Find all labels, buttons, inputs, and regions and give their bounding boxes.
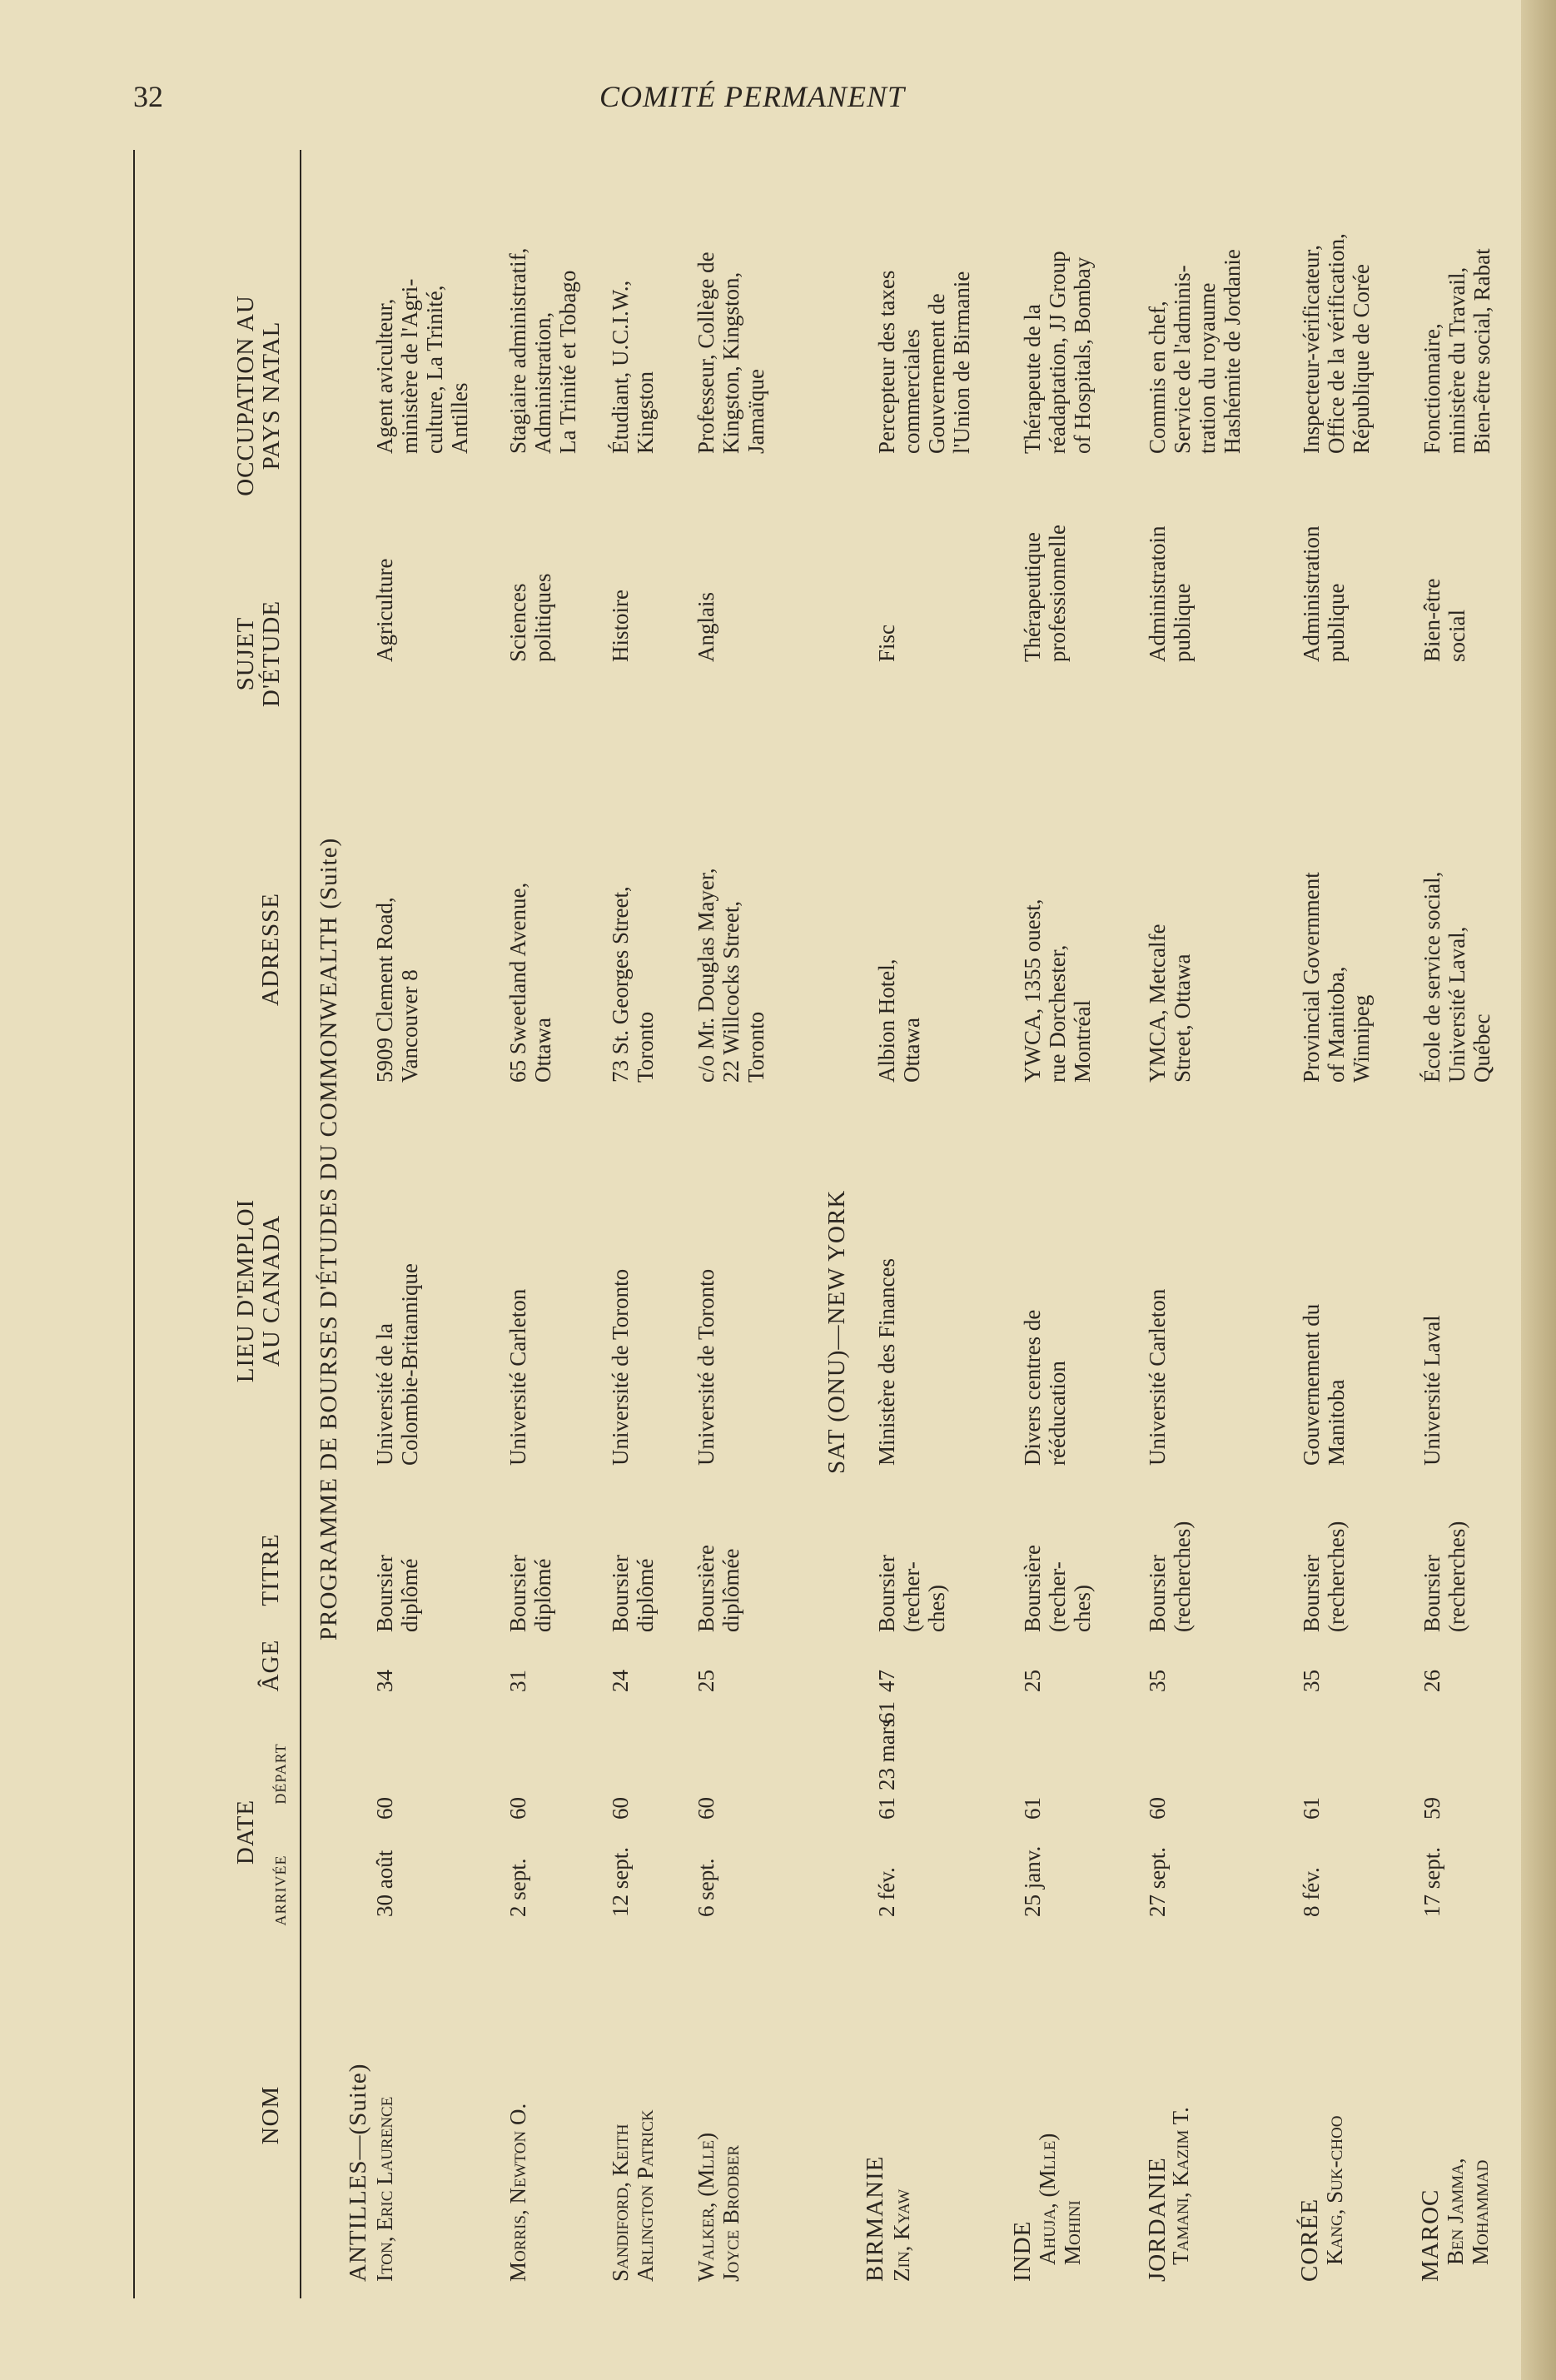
cell-titre: Boursière diplômée bbox=[693, 1545, 743, 1632]
cell-occupation: Agent aviculteur, ministère de l'Agri- culture, La Trinité, Antilles bbox=[372, 278, 472, 454]
header-arrivee: ARRIVÉE bbox=[272, 1855, 289, 1926]
cell-age: 47 bbox=[874, 1670, 899, 1692]
cell-adresse: 73 St. Georges Street, Toronto bbox=[608, 886, 658, 1083]
cell-occupation: Inspecteur-vérificateur, Office de la vérification, République de Corée bbox=[1299, 233, 1374, 454]
cell-lieu: Université de Toronto bbox=[693, 1268, 718, 1466]
cell-lieu: Université de Toronto bbox=[608, 1268, 633, 1466]
header-titre: TITRE bbox=[257, 1533, 284, 1606]
cell-titre: Boursier diplômé bbox=[505, 1555, 555, 1632]
cell-arrivee: 6 sept. bbox=[693, 1858, 718, 1917]
cell-depart: 23 mars bbox=[874, 1718, 899, 1790]
cell-lieu: Divers centres de rééducation bbox=[1020, 1309, 1070, 1466]
header-lieu: LIEU D'EMPLOI AU CANADA bbox=[232, 1198, 285, 1383]
cell-titre: Boursier diplômé bbox=[372, 1555, 422, 1632]
cell-nom: Sandiford, Keith Arlington Patrick bbox=[608, 2109, 658, 2282]
cell-arrivee: 2 fév. bbox=[874, 1867, 899, 1917]
header-sujet: SUJET D'ÉTUDE bbox=[232, 600, 285, 708]
cell-lieu: Université Carleton bbox=[1145, 1288, 1170, 1466]
cell-sujet: Sciences politiques bbox=[505, 573, 555, 662]
cell-titre: Boursière (recher- ches) bbox=[1020, 1545, 1095, 1632]
cell-nom: Ahuja, (Mlle) Mohini bbox=[1035, 2133, 1085, 2265]
cell-sujet: Anglais bbox=[693, 592, 718, 662]
cell-arrivee: 12 sept. bbox=[608, 1847, 633, 1917]
cell-nom: Tamani, Kazim T. bbox=[1168, 2107, 1193, 2265]
cell-titre: Boursier (recherches) bbox=[1145, 1521, 1195, 1632]
cell-titre: Boursier (recherches) bbox=[1299, 1521, 1349, 1632]
cell-arrivee-an: 61 bbox=[874, 1797, 899, 1820]
cell-arrivee: 30 août bbox=[372, 1850, 397, 1917]
country-antilles: ANTILLES—(Suite) bbox=[345, 2063, 371, 2282]
cell-adresse: 65 Sweetland Avenue, Ottawa bbox=[505, 882, 555, 1083]
cell-adresse: Provincial Government of Manitoba, Winnipeg bbox=[1299, 872, 1374, 1083]
cell-lieu: Université Carleton bbox=[505, 1288, 530, 1466]
cell-occupation: Fonctionnaire, ministère du Travail, Bien-être social, Rabat bbox=[1419, 248, 1494, 454]
header-depart: DÉPART bbox=[272, 1743, 289, 1805]
cell-lieu: Ministère des Finances bbox=[874, 1258, 899, 1466]
cell-sujet: Bien-être social bbox=[1419, 578, 1469, 662]
cell-occupation: Thérapeute de la réadaptation, JJ Group of Hospitals, Bombay bbox=[1020, 251, 1095, 454]
header-adresse: ADRESSE bbox=[257, 893, 284, 1006]
cell-arrivee-an: 60 bbox=[608, 1797, 633, 1820]
cell-arrivee: 27 sept. bbox=[1145, 1847, 1170, 1917]
cell-arrivee-an: 60 bbox=[1145, 1797, 1170, 1820]
cell-age: 31 bbox=[505, 1670, 530, 1692]
header-rule-top bbox=[133, 150, 135, 2298]
cell-adresse: YWCA, 1355 ouest, rue Dorchester, Montréal bbox=[1020, 899, 1095, 1083]
cell-arrivee: 2 sept. bbox=[505, 1858, 530, 1917]
cell-occupation: Commis en chef, Service de l'adminis- tration du royaume Hashémite de Jordanie bbox=[1145, 249, 1245, 454]
cell-age: 35 bbox=[1145, 1670, 1170, 1692]
cell-arrivee: 17 sept. bbox=[1419, 1847, 1444, 1917]
cell-sujet: Thérapeutique professionnelle bbox=[1020, 525, 1070, 662]
cell-adresse: École de service social, Université Laval, Québec bbox=[1419, 871, 1494, 1083]
cell-arrivee-an: 59 bbox=[1419, 1797, 1444, 1820]
cell-nom: Kang, Suk-choo bbox=[1322, 2115, 1347, 2265]
cell-arrivee: 25 janv. bbox=[1020, 1845, 1045, 1917]
cell-titre: Boursier (recherches) bbox=[1419, 1521, 1469, 1632]
cell-occupation: Professeur, Collège de Kingston, Kingston, Jamaïque bbox=[693, 251, 768, 454]
cell-nom: Morris, Newton O. bbox=[505, 2103, 530, 2282]
cell-nom: Ben Jamma, Mohammad bbox=[1443, 2158, 1493, 2265]
cell-adresse: YMCA, Metcalfe Street, Ottawa bbox=[1145, 924, 1195, 1083]
cell-age: 25 bbox=[1020, 1670, 1045, 1692]
cell-depart-an: 61 bbox=[874, 1701, 899, 1724]
country-birmanie: BIRMANIE bbox=[862, 2155, 888, 2282]
running-head: COMITÉ PERMANENT bbox=[599, 80, 905, 113]
cell-age: 26 bbox=[1419, 1670, 1444, 1692]
cell-age: 24 bbox=[608, 1670, 633, 1692]
cell-age: 35 bbox=[1299, 1670, 1324, 1692]
cell-occupation: Étudiant, U.C.I.W., Kingston bbox=[608, 280, 658, 454]
page-number: 32 bbox=[133, 80, 163, 113]
cell-nom: Walker, (Mlle) Joyce Brodber bbox=[693, 2132, 743, 2282]
cell-sujet: Fisc bbox=[874, 624, 899, 662]
cell-sujet: Agriculture bbox=[372, 558, 397, 662]
country-maroc: MAROC bbox=[1417, 2188, 1444, 2282]
cell-nom: Zin, Kyaw bbox=[889, 2188, 914, 2282]
cell-adresse: 5909 Clement Road, Vancouver 8 bbox=[372, 897, 422, 1083]
cell-lieu: Université de la Colombie-Britannique bbox=[372, 1263, 422, 1466]
cell-age: 25 bbox=[693, 1670, 718, 1692]
country-inde: INDE bbox=[1009, 2220, 1036, 2282]
cell-arrivee-an: 61 bbox=[1299, 1797, 1324, 1820]
header-rule-bottom bbox=[300, 150, 301, 2298]
cell-lieu: Université Laval bbox=[1419, 1315, 1444, 1466]
section-commonwealth: PROGRAMME DE BOURSES D'ÉTUDES DU COMMONWEALTH (Suite) bbox=[316, 837, 342, 1641]
header-date: DATE bbox=[232, 1799, 259, 1865]
cell-titre: Boursier (recher- ches) bbox=[874, 1555, 949, 1632]
cell-occupation: Stagiaire administratif, Administration, La Trinité et Tobago bbox=[505, 247, 580, 454]
cell-arrivee-an: 61 bbox=[1020, 1797, 1045, 1820]
country-jordanie: JORDANIE bbox=[1144, 2157, 1171, 2282]
cell-occupation: Percepteur des taxes commerciales Gouvernement de l'Union de Birmanie bbox=[874, 270, 974, 454]
rotated-table bbox=[125, 150, 1494, 2298]
cell-age: 34 bbox=[372, 1670, 397, 1692]
cell-sujet: Administratoin publique bbox=[1145, 525, 1195, 662]
cell-adresse: Albion Hotel, Ottawa bbox=[874, 958, 924, 1083]
header-nom: NOM bbox=[257, 2085, 284, 2145]
cell-sujet: Histoire bbox=[608, 590, 633, 662]
section-sat: SAT (ONU)—NEW YORK bbox=[823, 1189, 850, 1474]
cell-adresse: c/o Mr. Douglas Mayer, 22 Willcocks Street, Toronto bbox=[693, 868, 768, 1083]
page-edge bbox=[1521, 0, 1556, 2380]
country-coree: CORÉE bbox=[1296, 2198, 1323, 2282]
cell-arrivee-an: 60 bbox=[505, 1797, 530, 1820]
header-age: ÂGE bbox=[257, 1639, 284, 1692]
header-occupation: OCCUPATION AU PAYS NATAL bbox=[232, 295, 285, 496]
cell-lieu: Gouvernement du Manitoba bbox=[1299, 1303, 1349, 1466]
cell-nom: Iton, Eric Laurence bbox=[372, 2096, 397, 2282]
cell-arrivee: 8 fév. bbox=[1299, 1867, 1324, 1917]
cell-sujet: Administration publique bbox=[1299, 525, 1349, 662]
cell-arrivee-an: 60 bbox=[693, 1797, 718, 1820]
cell-titre: Boursier diplômé bbox=[608, 1555, 658, 1632]
cell-arrivee-an: 60 bbox=[372, 1797, 397, 1820]
